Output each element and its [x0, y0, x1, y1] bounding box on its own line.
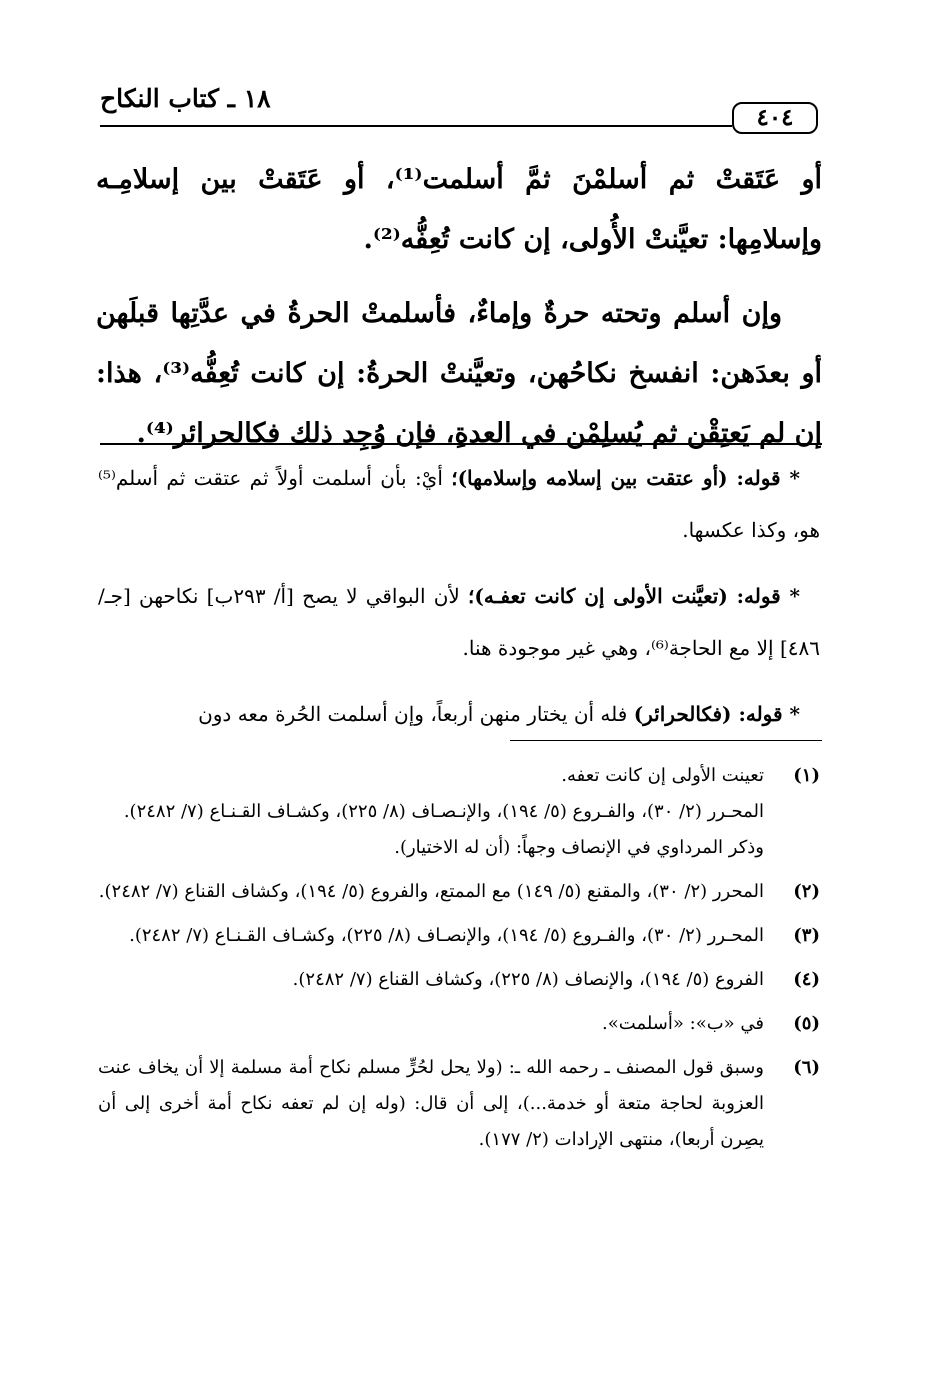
footnote-text: الفروع (٥/ ١٩٤)، والإنصاف (٨/ ٢٢٥)، وكشاف القناع (٧/ ٢٤٨٢).	[292, 969, 764, 990]
main-paragraph-text: أو عَتَقتْ ثم أسلمْنَ ثمَّ أسلمت⁽¹⁾، أو عَتَقتْ بين إسلامِـه وإسلامِها: تعيَّنتْ الأُولى، إن كانت تُعِفُّه⁽²⁾.	[96, 164, 823, 255]
commentary-text: أيْ: بأن أسلمت أولاً ثم عتقت ثم أسلم⁽⁵⁾ هو، وكذا عكسها.	[98, 466, 820, 542]
commentary-lead: * قوله: (تعيَّنت الأولى إن كانت تعفـه)؛	[468, 584, 800, 608]
footnote-number: (٦)	[793, 1057, 820, 1078]
commentary-paragraph	[98, 570, 820, 674]
footnote-text: وذكر المرداوي في الإنصاف وجهاً: (أن له الاختيار).	[394, 837, 764, 858]
commentary-lead: * قوله: (أو عتقت بين إسلامه وإسلامها)؛	[451, 466, 800, 490]
footnote-number: (٥)	[793, 1013, 820, 1034]
footnote-text: في «ب»: «أسلمت».	[602, 1013, 764, 1034]
page-number: ٤٠٤	[732, 102, 818, 134]
commentary-lead: * قوله: (فكالحرائر)	[633, 702, 800, 726]
footnote-number: (٤)	[793, 969, 820, 990]
footnote-text: وسبق قول المصنف ـ رحمه الله ـ: (ولا يحل لحُرٍّ مسلم نكاح أمة مسلمة إلا أن يخاف عنت العزوبة لحاجة متعة أو خدمة...)، إلى أن قال: (وله إن لم تعفه نكاح أمة أخرى إلى أن يصِرن أربعا)، منتهى الإرادات (٢/ ١٧٧).	[98, 1057, 764, 1150]
footnotes	[98, 758, 820, 1166]
commentary	[98, 452, 820, 754]
footnote-text: المحـرر (٢/ ٣٠)، والفـروع (٥/ ١٩٤)، والإنـصـاف (٨/ ٢٢٥)، وكشـاف القـنـاع (٧/ ٢٤٨٢).	[123, 801, 764, 822]
footnote	[98, 1050, 820, 1158]
header-divider	[100, 125, 732, 127]
running-title: ١٨ ـ كتاب النكاح	[100, 84, 271, 113]
footnote-text: المحرر (٢/ ٣٠)، والمقنع (٥/ ١٤٩) مع الممتع، والفروع (٥/ ١٩٤)، وكشاف القناع (٧/ ٢٤٨٢).	[98, 881, 764, 902]
main-paragraph-text: وإن أسلم وتحته حرةٌ وإماءٌ، فأسلمتْ الحرةُ في عدَّتِها قبلَهن أو بعدَهن: انفسخ نكاحُهن، وتعيَّنتْ الحرةُ: إن كانت تُعِفُّه⁽³⁾، هذا: إن لم يَعتِقْن ثم يُسلِمْن في العدةِ، فإن وُجِد ذلك فكالحرائر⁽⁴⁾.	[96, 298, 822, 449]
footnote	[98, 918, 820, 954]
footnote-number: (٢)	[793, 881, 820, 902]
commentary-text: فله أن يختار منهن أربعاً، وإن أسلمت الحُرة معه دون	[198, 702, 634, 726]
commentary-paragraph	[98, 452, 820, 556]
footnote	[98, 1006, 820, 1042]
footnote-number: (١)	[793, 765, 820, 786]
footnote	[98, 962, 820, 998]
commentary-divider	[100, 443, 822, 445]
commentary-paragraph	[98, 688, 820, 740]
footnote-number: (٣)	[793, 925, 820, 946]
footnote-text: تعينت الأولى إن كانت تعفه.	[561, 765, 764, 786]
footnote	[98, 758, 820, 866]
footnote-text: المحـرر (٢/ ٣٠)، والفـروع (٥/ ١٩٤)، والإنصـاف (٨/ ٢٢٥)، وكشـاف القـنـاع (٧/ ٢٤٨٢).	[129, 925, 764, 946]
footnote	[98, 874, 820, 910]
commentary-text: لأن البواقي لا يصح [أ/ ٢٩٣ب] نكاحهن [جـ/ ٤٨٦] إلا مع الحاجة⁽⁶⁾، وهي غير موجودة هنا.	[98, 584, 820, 660]
main-text	[96, 150, 822, 478]
main-paragraph	[96, 150, 822, 270]
main-paragraph	[96, 284, 822, 464]
footnote-divider	[510, 740, 822, 741]
